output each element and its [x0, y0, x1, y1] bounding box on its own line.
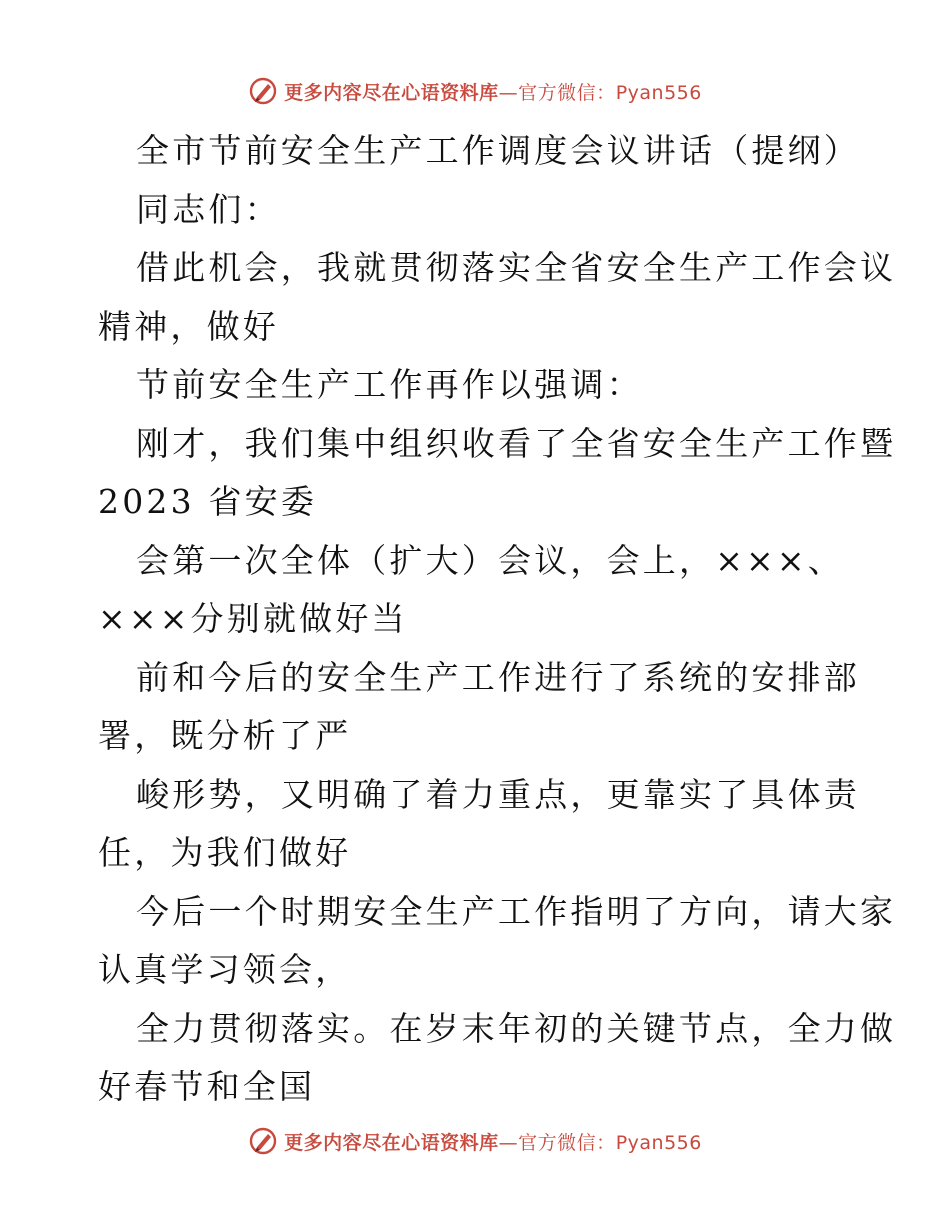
text-line: 今后一个时期安全生产工作指明了方向，请大家 [136, 891, 897, 931]
text-line: 刚才，我们集中组织收看了全省安全生产工作暨 [136, 423, 897, 463]
text-line: 精神，做好 [98, 306, 279, 346]
watermark-header [0, 71, 950, 111]
text-line: 峻形势，又明确了着力重点，更靠实了具体责 [136, 774, 860, 814]
red-pen-circle-icon [248, 1126, 278, 1156]
text-line: 节前安全生产工作再作以强调： [136, 365, 643, 404]
text-line: 2023 省安委 [98, 482, 318, 521]
text-line: 署，既分析了严 [98, 716, 352, 755]
text-line: 任，为我们做好 [98, 833, 352, 872]
text-line: 借此机会，我就贯彻落实全省安全生产工作会议 [136, 248, 897, 287]
text-line: 好春节和全国 [98, 1067, 316, 1106]
document-body [98, 122, 897, 1117]
watermark-text: 更多内容尽在心语资料库—官方微信：Pyan556 [284, 81, 702, 104]
red-pen-circle-icon [248, 76, 278, 106]
text-line: 全市节前安全生产工作调度会议讲话（提纲） [136, 131, 860, 170]
text-line: 全力贯彻落实。在岁末年初的关键节点，全力做 [136, 1008, 897, 1048]
text-line: 前和今后的安全生产工作进行了系统的安排部 [136, 657, 860, 697]
text-line: 会第一次全体（扩大）会议，会上，×××、 [136, 540, 844, 580]
text-line: ×××分别就做好当 [98, 599, 408, 638]
text-line: 同志们： [136, 189, 281, 229]
watermark-footer [0, 1121, 950, 1161]
watermark-text: 更多内容尽在心语资料库—官方微信：Pyan556 [284, 1131, 702, 1154]
text-line: 认真学习领会， [98, 950, 352, 989]
